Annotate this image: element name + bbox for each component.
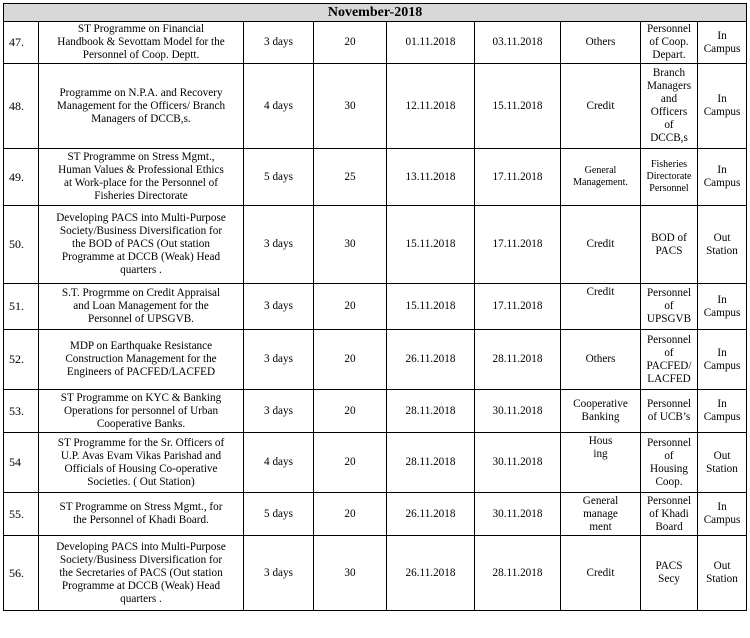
participant-count: 25: [314, 149, 387, 206]
row-number: 49.: [4, 149, 39, 206]
start-date: 13.11.2018: [387, 149, 475, 206]
row-number: 54: [4, 433, 39, 493]
participant-count: 30: [314, 206, 387, 284]
category: General Management.: [561, 149, 641, 206]
programme-title: ST Programme on Financial Handbook & Sevottam Model for the Personnel of Coop. Deptt.: [39, 22, 244, 64]
venue: Out Station: [698, 433, 747, 493]
duration: 3 days: [244, 330, 314, 390]
table-row: [4, 330, 747, 390]
target-group: Personnel of Coop. Depart.: [641, 22, 698, 64]
programme-title: Developing PACS into Multi-Purpose Society/Business Diversification for the BOD of PACS (Out station Programme at DCCB (Weak) Head quarters .: [39, 206, 244, 284]
participant-count: 20: [314, 284, 387, 330]
start-date: 15.11.2018: [387, 284, 475, 330]
duration: 4 days: [244, 433, 314, 493]
participant-count: 30: [314, 64, 387, 149]
end-date: 30.11.2018: [475, 390, 561, 433]
row-number: 53.: [4, 390, 39, 433]
category: Hous ing: [561, 433, 641, 493]
duration: 3 days: [244, 22, 314, 64]
category: Others: [561, 22, 641, 64]
venue: In Campus: [698, 22, 747, 64]
start-date: 26.11.2018: [387, 536, 475, 611]
row-number: 47.: [4, 22, 39, 64]
participant-count: 30: [314, 536, 387, 611]
table-row: [4, 64, 747, 149]
venue: In Campus: [698, 330, 747, 390]
table-row: [4, 433, 747, 493]
row-number: 52.: [4, 330, 39, 390]
month-heading: November-2018: [4, 4, 747, 22]
target-group: Branch Managers and Officers of DCCB,s: [641, 64, 698, 149]
duration: 3 days: [244, 390, 314, 433]
month-heading-row: [4, 4, 747, 22]
target-group: Personnel of UPSGVB: [641, 284, 698, 330]
end-date: 28.11.2018: [475, 536, 561, 611]
participant-count: 20: [314, 330, 387, 390]
training-calendar-table: [3, 3, 747, 611]
row-number: 51.: [4, 284, 39, 330]
programme-title: ST Programme for the Sr. Officers of U.P. Avas Evam Vikas Parishad and Officials of Housing Co-operative Societies. ( Out Station): [39, 433, 244, 493]
duration: 3 days: [244, 206, 314, 284]
row-number: 55.: [4, 493, 39, 536]
end-date: 30.11.2018: [475, 433, 561, 493]
table-row: [4, 284, 747, 330]
participant-count: 20: [314, 493, 387, 536]
target-group: Personnel of Housing Coop.: [641, 433, 698, 493]
duration: 3 days: [244, 536, 314, 611]
programme-title: S.T. Progrmme on Credit Appraisal and Loan Management for the Personnel of UPSGVB.: [39, 284, 244, 330]
end-date: 28.11.2018: [475, 330, 561, 390]
end-date: 30.11.2018: [475, 493, 561, 536]
end-date: 15.11.2018: [475, 64, 561, 149]
target-group: Personnel of PACFED/ LACFED: [641, 330, 698, 390]
duration: 5 days: [244, 493, 314, 536]
table-row: [4, 22, 747, 64]
programme-title: ST Programme on KYC & Banking Operations for personnel of Urban Cooperative Banks.: [39, 390, 244, 433]
start-date: 26.11.2018: [387, 493, 475, 536]
venue: In Campus: [698, 149, 747, 206]
participant-count: 20: [314, 433, 387, 493]
duration: 3 days: [244, 284, 314, 330]
venue: In Campus: [698, 64, 747, 149]
start-date: 01.11.2018: [387, 22, 475, 64]
table-row: [4, 149, 747, 206]
programme-title: Developing PACS into Multi-Purpose Society/Business Diversification for the Secretaries of PACS (Out station Programme at DCCB (Weak) Head quarters .: [39, 536, 244, 611]
end-date: 17.11.2018: [475, 284, 561, 330]
category: Credit: [561, 64, 641, 149]
participant-count: 20: [314, 390, 387, 433]
table-row: [4, 493, 747, 536]
category: Credit: [561, 284, 641, 330]
venue: In Campus: [698, 493, 747, 536]
end-date: 17.11.2018: [475, 206, 561, 284]
category: Others: [561, 330, 641, 390]
end-date: 17.11.2018: [475, 149, 561, 206]
start-date: 28.11.2018: [387, 390, 475, 433]
start-date: 28.11.2018: [387, 433, 475, 493]
table-row: [4, 390, 747, 433]
table-row: [4, 536, 747, 611]
venue: In Campus: [698, 284, 747, 330]
target-group: Fisheries Directorate Personnel: [641, 149, 698, 206]
start-date: 26.11.2018: [387, 330, 475, 390]
start-date: 12.11.2018: [387, 64, 475, 149]
venue: In Campus: [698, 390, 747, 433]
end-date: 03.11.2018: [475, 22, 561, 64]
target-group: BOD of PACS: [641, 206, 698, 284]
programme-title: ST Programme on Stress Mgmt., Human Values & Professional Ethics at Work-place for the Personnel of Fisheries Directorate: [39, 149, 244, 206]
category: Cooperative Banking: [561, 390, 641, 433]
duration: 5 days: [244, 149, 314, 206]
target-group: Personnel of UCB’s: [641, 390, 698, 433]
programme-title: MDP on Earthquake Resistance Construction Management for the Engineers of PACFED/LACFED: [39, 330, 244, 390]
category: General manage ment: [561, 493, 641, 536]
programme-title: ST Programme on Stress Mgmt., for the Personnel of Khadi Board.: [39, 493, 244, 536]
table-row: [4, 206, 747, 284]
participant-count: 20: [314, 22, 387, 64]
venue: Out Station: [698, 536, 747, 611]
row-number: 50.: [4, 206, 39, 284]
target-group: Personnel of Khadi Board: [641, 493, 698, 536]
target-group: PACS Secy: [641, 536, 698, 611]
category: Credit: [561, 536, 641, 611]
venue: Out Station: [698, 206, 747, 284]
duration: 4 days: [244, 64, 314, 149]
start-date: 15.11.2018: [387, 206, 475, 284]
row-number: 56.: [4, 536, 39, 611]
category: Credit: [561, 206, 641, 284]
row-number: 48.: [4, 64, 39, 149]
programme-title: Programme on N.P.A. and Recovery Management for the Officers/ Branch Managers of DCCB,s.: [39, 64, 244, 149]
